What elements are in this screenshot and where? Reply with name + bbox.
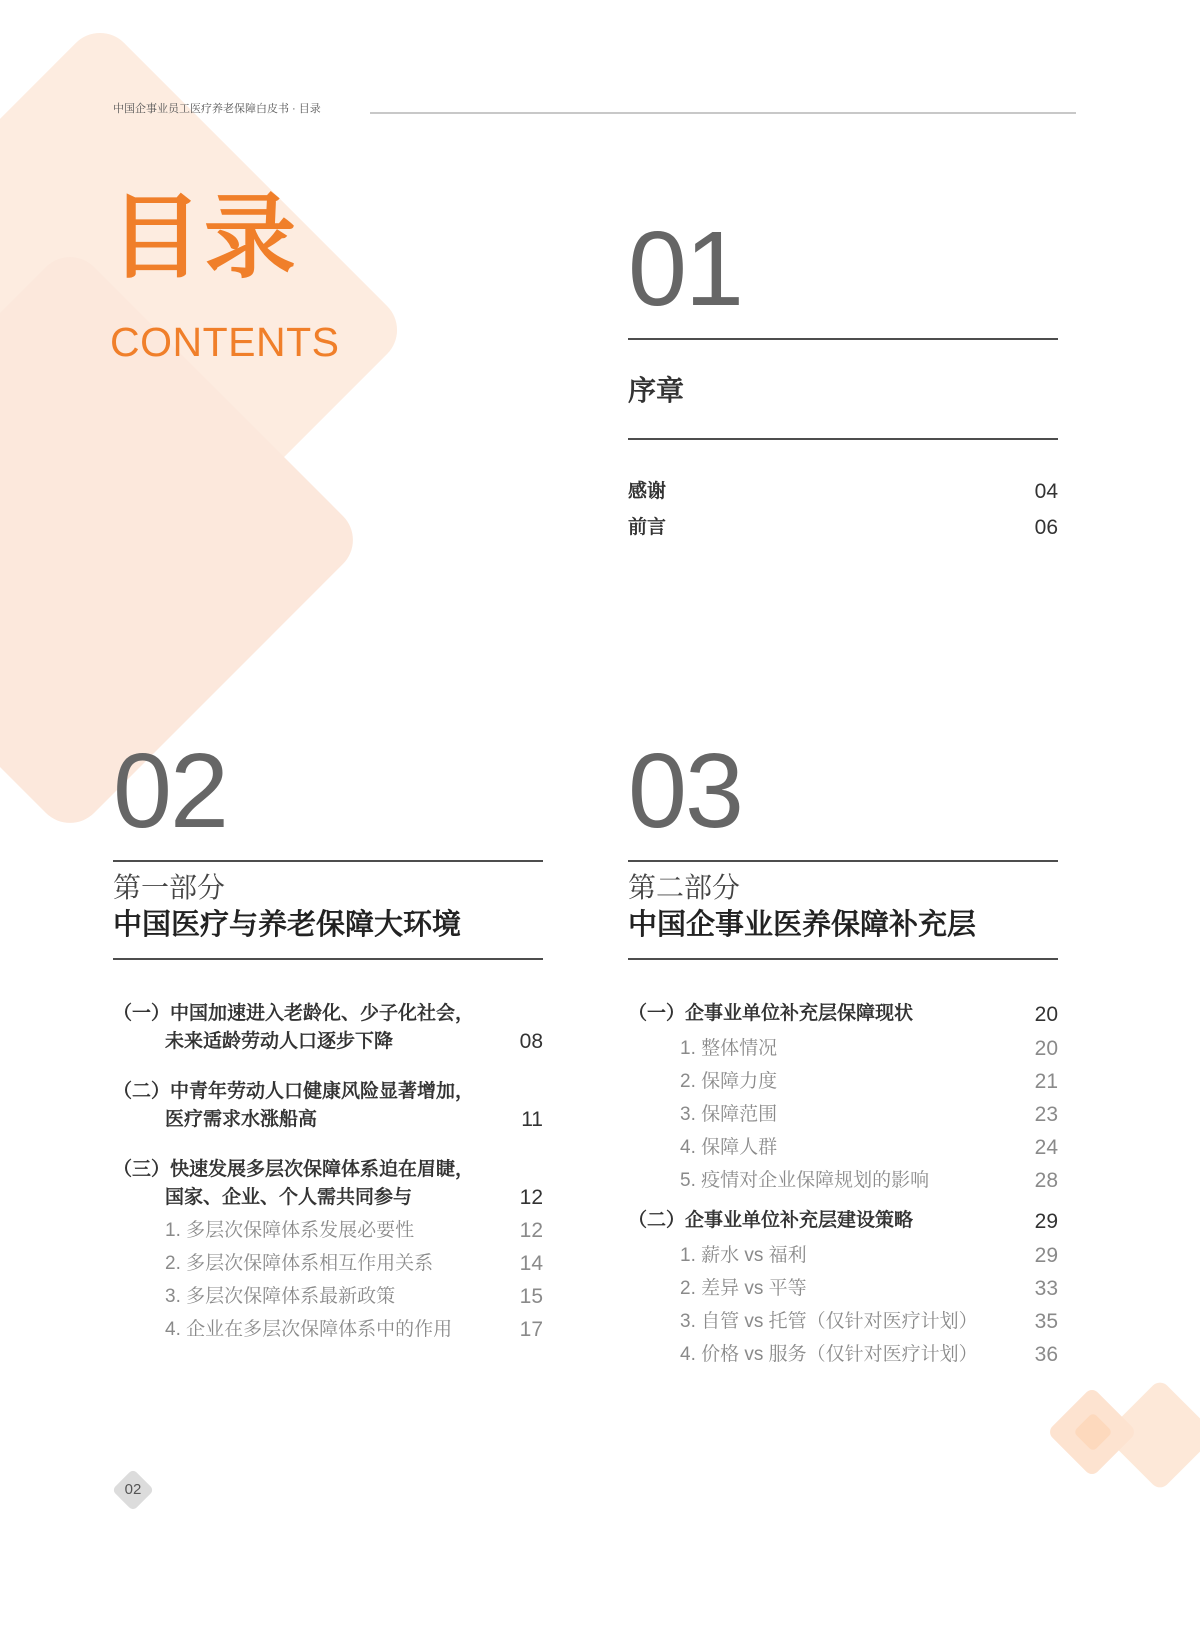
toc-subitem-page: 29 (1034, 1244, 1058, 1267)
section-number: 02 (113, 732, 227, 850)
toc-subitem-label: 4. 企业在多层次保障体系中的作用 (165, 1319, 453, 1340)
divider (628, 438, 1058, 440)
toc-item-line: （一）中国加速进入老龄化、少子化社会， (113, 1003, 475, 1024)
section-number: 01 (628, 210, 742, 328)
toc-item-page: 08 (519, 1030, 543, 1053)
toc-subitem-label: 2. 差异 vs 平等 (680, 1278, 807, 1299)
toc-subitem-page: 33 (1034, 1277, 1058, 1300)
part-label: 第一部分 (113, 872, 226, 903)
divider (113, 958, 543, 960)
toc-subitem[interactable] (113, 1280, 543, 1313)
toc-subitem-label: 4. 保障人群 (680, 1137, 778, 1158)
section-title: 中国医疗与养老保障大环境 (113, 909, 462, 941)
toc-subitem-label: 3. 多层次保障体系最新政策 (165, 1286, 396, 1307)
toc-item-line: 国家、企业、个人需共同参与 (165, 1187, 413, 1208)
toc-entry-label: 感谢 (628, 481, 667, 502)
toc-item[interactable] (113, 1078, 543, 1134)
toc-subitem-label: 2. 多层次保障体系相互作用关系 (165, 1253, 434, 1274)
toc-item-line: 医疗需求水涨船高 (165, 1109, 318, 1130)
section-title: 序章 (628, 375, 685, 406)
toc-subitem-page: 24 (1034, 1136, 1058, 1159)
toc-item[interactable] (628, 1207, 1058, 1239)
toc-item[interactable] (113, 1000, 543, 1056)
toc-subitem-label: 3. 保障范围 (680, 1104, 778, 1125)
toc-subitem-page: 23 (1034, 1103, 1058, 1126)
toc-subitem-label: 3. 自管 vs 托管（仅针对医疗计划） (680, 1311, 978, 1332)
toc-entry[interactable] (628, 510, 1058, 546)
toc-subitem-page: 12 (519, 1219, 543, 1242)
toc-entry-label: 前言 (628, 517, 667, 538)
section-01 (628, 202, 1058, 546)
toc-subitem-label: 5. 疫情对企业保障规划的影响 (680, 1170, 930, 1191)
toc-subitem-label: 1. 薪水 vs 福利 (680, 1245, 807, 1266)
section-03 (628, 732, 1058, 1371)
toc-entry-page: 04 (1034, 480, 1058, 503)
section-title: 中国企事业医养保障补充层 (628, 909, 977, 941)
toc-subitem-page: 15 (519, 1285, 543, 1308)
toc-subitem-label: 4. 价格 vs 服务（仅针对医疗计划） (680, 1344, 978, 1365)
toc-subitem[interactable] (628, 1164, 1058, 1197)
toc-subitem-page: 17 (519, 1318, 543, 1341)
toc-subitem[interactable] (113, 1214, 543, 1247)
toc-subitem-page: 35 (1034, 1310, 1058, 1333)
toc-item-page: 20 (1034, 1003, 1058, 1026)
header-rule (370, 112, 1076, 114)
toc-subitem[interactable] (628, 1272, 1058, 1305)
toc-subitem-page: 14 (519, 1252, 543, 1275)
running-header: 中国企事业员工医疗养老保障白皮书 · 目录 (113, 103, 321, 115)
toc-subitem[interactable] (628, 1305, 1058, 1338)
toc-item-page: 11 (521, 1108, 543, 1131)
toc-subitem-page: 28 (1034, 1169, 1058, 1192)
page-title: 目录 (110, 187, 299, 289)
toc-subitem-label: 2. 保障力度 (680, 1071, 778, 1092)
toc-item-line: （三）快速发展多层次保障体系迫在眉睫， (113, 1159, 475, 1180)
toc-subitem[interactable] (113, 1313, 543, 1346)
page-subtitle: CONTENTS (110, 319, 340, 365)
toc-item[interactable] (628, 1000, 1058, 1032)
toc-item-line: （二）企事业单位补充层建设策略 (628, 1210, 914, 1231)
toc-subitem[interactable] (628, 1239, 1058, 1272)
toc-item-line: 未来适龄劳动人口逐步下降 (165, 1031, 394, 1052)
toc-subitem[interactable] (628, 1065, 1058, 1098)
toc-subitem[interactable] (628, 1338, 1058, 1371)
toc-subitem[interactable] (628, 1098, 1058, 1131)
section-02 (113, 732, 543, 1346)
toc-subitem-label: 1. 多层次保障体系发展必要性 (165, 1220, 415, 1241)
toc-subitem[interactable] (628, 1032, 1058, 1065)
toc-item-page: 29 (1034, 1210, 1058, 1233)
toc-item-line: （一）企事业单位补充层保障现状 (628, 1003, 914, 1024)
toc-subitem-page: 20 (1034, 1037, 1058, 1060)
section-number: 03 (628, 732, 742, 850)
part-label: 第二部分 (628, 872, 741, 903)
page-number: 02 (124, 1481, 142, 1498)
toc-entry[interactable] (628, 474, 1058, 510)
toc-item-page: 12 (519, 1186, 543, 1209)
toc-subitem-label: 1. 整体情况 (680, 1038, 778, 1059)
toc-item[interactable] (113, 1156, 543, 1212)
toc-subitem-page: 36 (1034, 1343, 1058, 1366)
divider (628, 958, 1058, 960)
toc-subitem[interactable] (628, 1131, 1058, 1164)
toc-subitem[interactable] (113, 1247, 543, 1280)
toc-item-line: （二）中青年劳动人口健康风险显著增加， (113, 1081, 475, 1102)
toc-entry-page: 06 (1034, 516, 1058, 539)
toc-subitem-page: 21 (1034, 1070, 1058, 1093)
